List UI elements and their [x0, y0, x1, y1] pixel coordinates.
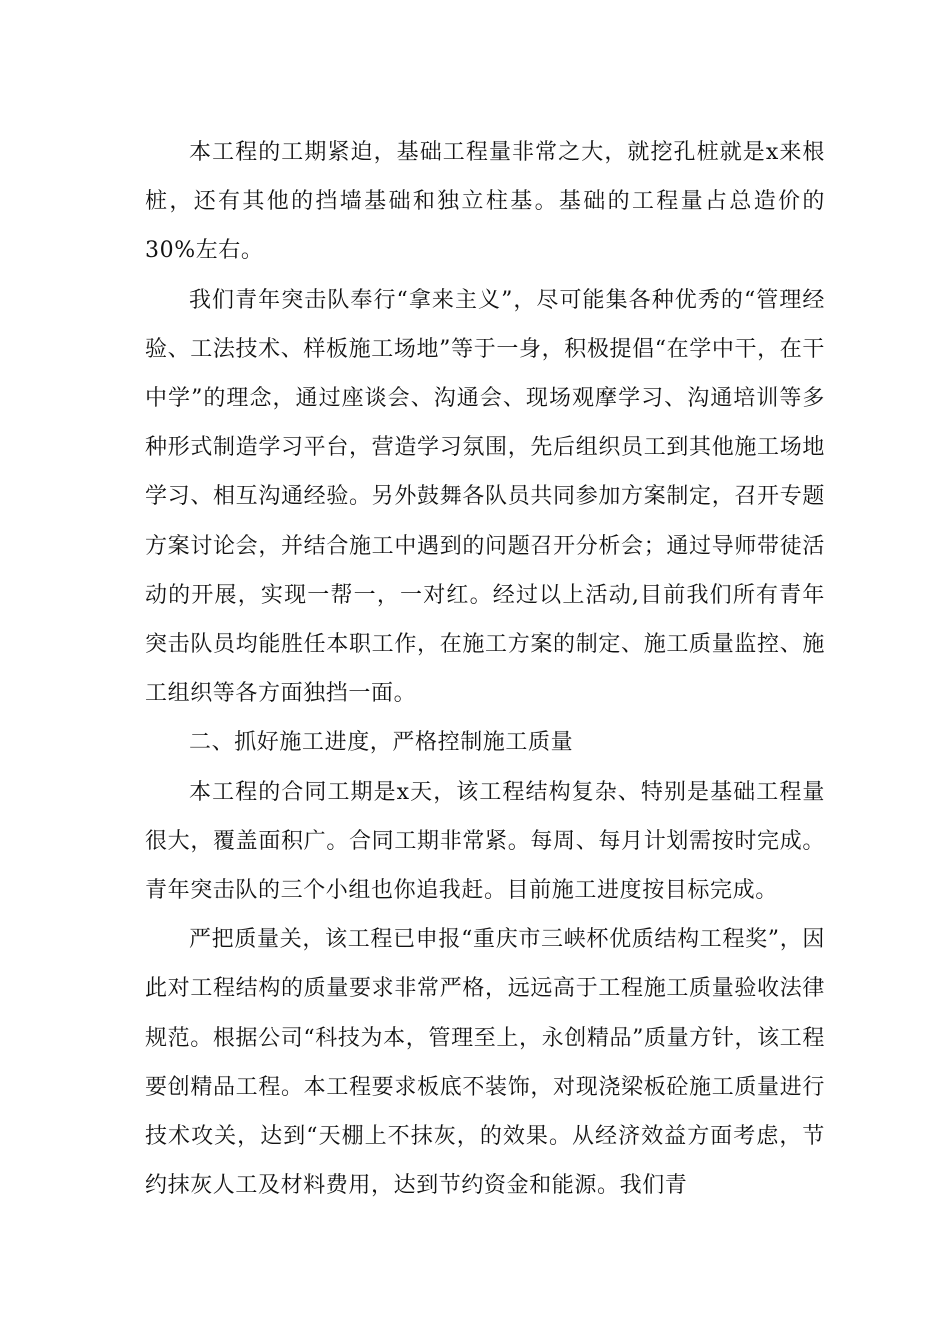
- paragraph-quality-control: 严把质量关，该工程已申报“重庆市三峡杯优质结构工程奖”，因此对工程结构的质量要求非常严格，远远高于工程施工质量验收法律规范。根据公司“科技为本，管理至上，永创精品”质量方针，该工程要创精品工程。本工程要求板底不装饰，对现浇梁板砼施工质量进行技术攻关，达到“天棚上不抹灰，的效果。从经济效益方面考虑，节约抹灰人工及材料费用，达到节约资金和能源。我们青: [145, 927, 825, 1199]
- paragraph-contract-schedule: 本工程的合同工期是x天，该工程结构复杂、特别是基础工程量很大，覆盖面积广。合同工期非常紧。每周、每月计划需按时完成。青年突击队的三个小组也你追我赶。目前施工进度按目标完成。: [145, 779, 825, 904]
- paragraph-foundation-workload: 本工程的工期紧迫，基础工程量非常之大，就挖孔桩就是x来根桩，还有其他的挡墙基础和独立柱基。基础的工程量占总造价的30%左右。: [145, 140, 825, 264]
- paragraph-learning-activities: 我们青年突击队奉行“拿来主义”，尽可能集各种优秀的“管理经验、工法技术、样板施工场地”等于一身，积极提倡“在学中干，在干中学”的理念，通过座谈会、沟通会、现场观摩学习、沟通培训等多种形式制造学习平台，营造学习氛围，先后组织员工到其他施工场地学习、相互沟通经验。另外鼓舞各队员共同参加方案制定，召开专题方案讨论会，并结合施工中遇到的问题召开分析会；通过导师带徒活动的开展，实现一帮一，一对红。经过以上活动,目前我们所有青年突击队员均能胜任本职工作，在施工方案的制定、施工质量监控、施工组织等各方面独挡一面。: [145, 287, 825, 707]
- document-body: [145, 128, 825, 1210]
- section-heading-schedule-quality: 二、抓好施工进度，严格控制施工质量: [189, 730, 574, 756]
